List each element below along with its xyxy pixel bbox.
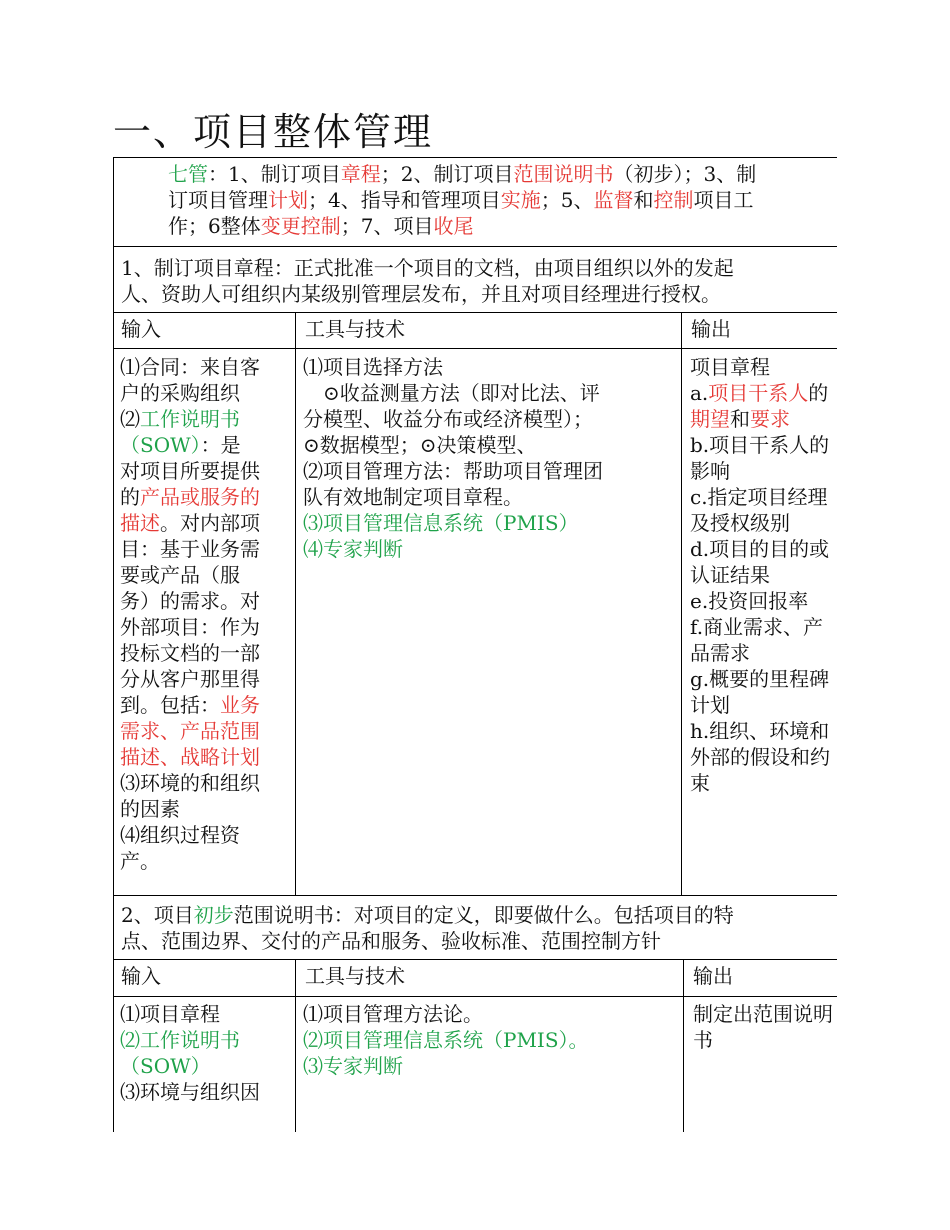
text-run: 目：基于业务需 — [120, 537, 260, 561]
text-run: ⑴合同：来自客 — [120, 355, 260, 379]
text-line — [121, 255, 734, 281]
text-run: ⊙收益测量方法（即对比法、评 — [303, 381, 600, 405]
section2-header-tools: 工具与技术 — [305, 964, 405, 988]
table-top-border — [113, 157, 837, 158]
highlighted-text: 描述 — [120, 511, 160, 535]
section2-tools-cell — [303, 1001, 589, 1079]
text-line — [120, 1079, 260, 1105]
text-line — [690, 614, 830, 640]
text-line — [120, 640, 260, 666]
highlighted-text: 变更控制 — [260, 214, 341, 238]
text-line — [690, 406, 830, 432]
text-line — [120, 770, 260, 796]
text-line — [120, 484, 260, 510]
text-line — [120, 1027, 260, 1053]
text-run: ⑴项目管理方法论。 — [303, 1002, 483, 1026]
text-line — [120, 614, 260, 640]
text-run: 作；6整体 — [168, 214, 261, 238]
text-line — [120, 458, 260, 484]
section1-output-cell — [690, 354, 830, 796]
document-table — [113, 157, 837, 1132]
text-line — [303, 484, 603, 510]
text-line — [120, 1053, 260, 1079]
text-run: 务）的需求。对 — [120, 589, 260, 613]
highlighted-text: 项目干系人 — [708, 381, 809, 405]
text-line — [303, 536, 603, 562]
text-run: ⑵ — [120, 407, 140, 431]
text-line — [690, 666, 830, 692]
text-line — [120, 692, 260, 718]
text-line — [690, 770, 830, 796]
highlighted-text: （SOW） — [120, 433, 201, 457]
text-run: ：是 — [200, 433, 241, 457]
text-line — [120, 666, 260, 692]
text-run: 要或产品（服 — [120, 563, 240, 587]
text-line — [690, 432, 830, 458]
text-run: 人、资助人可组织内某级别管理层发布，并且对项目经理进行授权。 — [121, 282, 721, 306]
highlighted-text: 要求 — [750, 407, 790, 431]
highlighted-text: 七管 — [168, 162, 208, 186]
text-run: b.项目干系人的 — [690, 433, 830, 457]
text-run: 外部的假设和约 — [690, 745, 830, 769]
text-run: 和 — [730, 407, 750, 431]
text-run: 产。 — [120, 849, 160, 873]
row-divider — [113, 246, 837, 247]
text-line — [690, 640, 830, 666]
text-run: h.组织、环境和 — [690, 719, 830, 743]
text-run: ⑴项目章程 — [120, 1002, 220, 1026]
text-line — [690, 380, 830, 406]
highlighted-text: 实施 — [500, 188, 541, 212]
text-run: ；7、项目 — [340, 214, 434, 238]
text-run: a. — [690, 381, 709, 405]
section1-header-input: 输入 — [121, 317, 161, 341]
highlighted-text: 需求、产品范围 — [120, 719, 260, 743]
text-run: 及授权级别 — [690, 511, 790, 535]
text-line — [693, 1001, 833, 1027]
text-run: c.指定项目经理 — [690, 485, 828, 509]
text-run: e.投资回报率 — [690, 589, 809, 613]
text-run: 计划 — [690, 693, 730, 717]
text-line — [120, 848, 260, 874]
text-line — [168, 161, 756, 187]
row-divider — [113, 895, 837, 896]
highlighted-text: ⑶项目管理信息系统（PMIS） — [303, 511, 579, 535]
section1-description — [121, 255, 734, 307]
text-line — [690, 562, 830, 588]
text-run: 分模型、收益分布或经济模型）； — [303, 407, 593, 431]
text-run: 的 — [120, 485, 140, 509]
table-left-border — [113, 157, 114, 1132]
highlighted-text: 业务 — [220, 693, 260, 717]
highlighted-text: 产品或服务的 — [140, 485, 260, 509]
text-run: 项目章程 — [690, 355, 770, 379]
highlighted-text: 初步 — [193, 903, 234, 927]
text-line — [120, 406, 260, 432]
text-run: 点、范围边界、交付的产品和服务、验收标准、范围控制方针 — [121, 929, 661, 953]
text-line — [120, 588, 260, 614]
highlighted-text: ⑵项目管理信息系统（PMIS）。 — [303, 1028, 589, 1052]
column-divider — [683, 959, 684, 1132]
highlighted-text: （SOW） — [120, 1054, 211, 1078]
page-title: 一、项目整体管理 — [113, 110, 434, 154]
section1-header-output: 输出 — [691, 317, 731, 341]
text-run: 2、项目 — [121, 903, 194, 927]
text-run: 对项目所要提供 — [120, 459, 260, 483]
text-line — [120, 744, 260, 770]
text-run: ；2、制订项目 — [380, 162, 514, 186]
text-line — [121, 902, 734, 928]
text-run: 分从客户那里得 — [120, 667, 260, 691]
text-run: 。对内部项 — [160, 511, 260, 535]
text-line — [303, 510, 603, 536]
text-line — [690, 718, 830, 744]
text-line — [120, 380, 260, 406]
text-run: g.概要的里程碑 — [690, 667, 830, 691]
highlighted-text: 描述、战略计划 — [120, 745, 260, 769]
text-run: 到。包括： — [120, 693, 220, 717]
text-line — [168, 187, 756, 213]
summary-text — [168, 161, 756, 239]
section2-output-cell — [693, 1001, 833, 1053]
section2-description — [121, 902, 734, 954]
highlighted-text: 收尾 — [433, 214, 474, 238]
text-line — [120, 562, 260, 588]
text-run: ；4、指导和管理项目 — [308, 188, 501, 212]
text-run: ：1、制订项目 — [208, 162, 341, 186]
text-run: 的因素 — [120, 797, 180, 821]
text-line — [693, 1027, 833, 1053]
text-line — [168, 213, 756, 239]
text-line — [303, 380, 603, 406]
text-run: 1、制订项目章程：正式批准一个项目的文档，由项目组织以外的发起 — [121, 256, 734, 280]
text-line — [303, 354, 603, 380]
text-run: （初步）；3、制 — [613, 162, 757, 186]
text-run: ⊙数据模型；⊙决策模型、 — [303, 433, 537, 457]
text-run: ；5、 — [540, 188, 594, 212]
text-line — [120, 822, 260, 848]
text-line — [303, 1027, 589, 1053]
column-divider — [681, 312, 682, 895]
text-line — [690, 744, 830, 770]
text-line — [303, 406, 603, 432]
text-run: 的 — [808, 381, 829, 405]
section1-tools-cell — [303, 354, 603, 562]
text-line — [690, 510, 830, 536]
row-divider — [113, 348, 837, 349]
highlighted-text: ⑵工作说明书 — [120, 1028, 240, 1052]
text-run: ⑷组织过程资 — [120, 823, 240, 847]
text-run: 项目工 — [693, 188, 754, 212]
text-line — [120, 510, 260, 536]
text-run: 认证结果 — [690, 563, 770, 587]
text-run: 影响 — [690, 459, 730, 483]
text-line — [120, 536, 260, 562]
column-divider — [295, 959, 296, 1132]
text-run: 队有效地制定项目章程。 — [303, 485, 523, 509]
text-run: 书 — [693, 1028, 713, 1052]
text-line — [690, 354, 830, 380]
text-run: ⑴项目选择方法 — [303, 355, 443, 379]
text-line — [690, 692, 830, 718]
text-run: 范围说明书：对项目的定义，即要做什么。包括项目的特 — [233, 903, 734, 927]
section1-header-tools: 工具与技术 — [305, 317, 405, 341]
text-run: 户的采购组织 — [120, 381, 240, 405]
highlighted-text: 章程 — [340, 162, 381, 186]
text-line — [303, 1053, 589, 1079]
text-line — [120, 796, 260, 822]
text-line — [120, 718, 260, 744]
text-run: 品需求 — [690, 641, 750, 665]
text-line — [690, 588, 830, 614]
section2-header-output: 输出 — [693, 964, 733, 988]
text-line — [303, 432, 603, 458]
text-line — [121, 928, 734, 954]
section1-input-cell — [120, 354, 260, 874]
highlighted-text: 控制 — [653, 188, 694, 212]
text-run: 订项目管理 — [168, 188, 268, 212]
text-run: 外部项目：作为 — [120, 615, 260, 639]
text-line — [120, 432, 260, 458]
highlighted-text: 工作说明书 — [140, 407, 240, 431]
text-line — [690, 484, 830, 510]
text-line — [121, 281, 734, 307]
highlighted-text: 期望 — [690, 407, 730, 431]
highlighted-text: 监督 — [593, 188, 634, 212]
row-divider — [113, 996, 837, 997]
text-run: 投标文档的一部 — [120, 641, 260, 665]
highlighted-text: ⑶专家判断 — [303, 1054, 403, 1078]
section2-input-cell — [120, 1001, 260, 1105]
text-run: 和 — [633, 188, 654, 212]
text-run: ⑶环境与组织因 — [120, 1080, 260, 1104]
highlighted-text: 范围说明书 — [513, 162, 614, 186]
text-line — [303, 1001, 589, 1027]
text-run: d.项目的目的或 — [690, 537, 830, 561]
text-line — [690, 536, 830, 562]
text-run: f.商业需求、产 — [690, 615, 824, 639]
text-line — [120, 1001, 260, 1027]
text-run: ⑶环境的和组织 — [120, 771, 260, 795]
section2-header-input: 输入 — [121, 964, 161, 988]
row-divider — [113, 959, 837, 960]
text-run: 束 — [690, 771, 710, 795]
column-divider — [295, 312, 296, 895]
row-divider — [113, 312, 837, 313]
text-line — [120, 354, 260, 380]
text-line — [303, 458, 603, 484]
highlighted-text: ⑷专家判断 — [303, 537, 403, 561]
highlighted-text: 计划 — [268, 188, 308, 212]
text-run: ⑵项目管理方法：帮助项目管理团 — [303, 459, 603, 483]
text-line — [690, 458, 830, 484]
text-run: 制定出范围说明 — [693, 1002, 833, 1026]
